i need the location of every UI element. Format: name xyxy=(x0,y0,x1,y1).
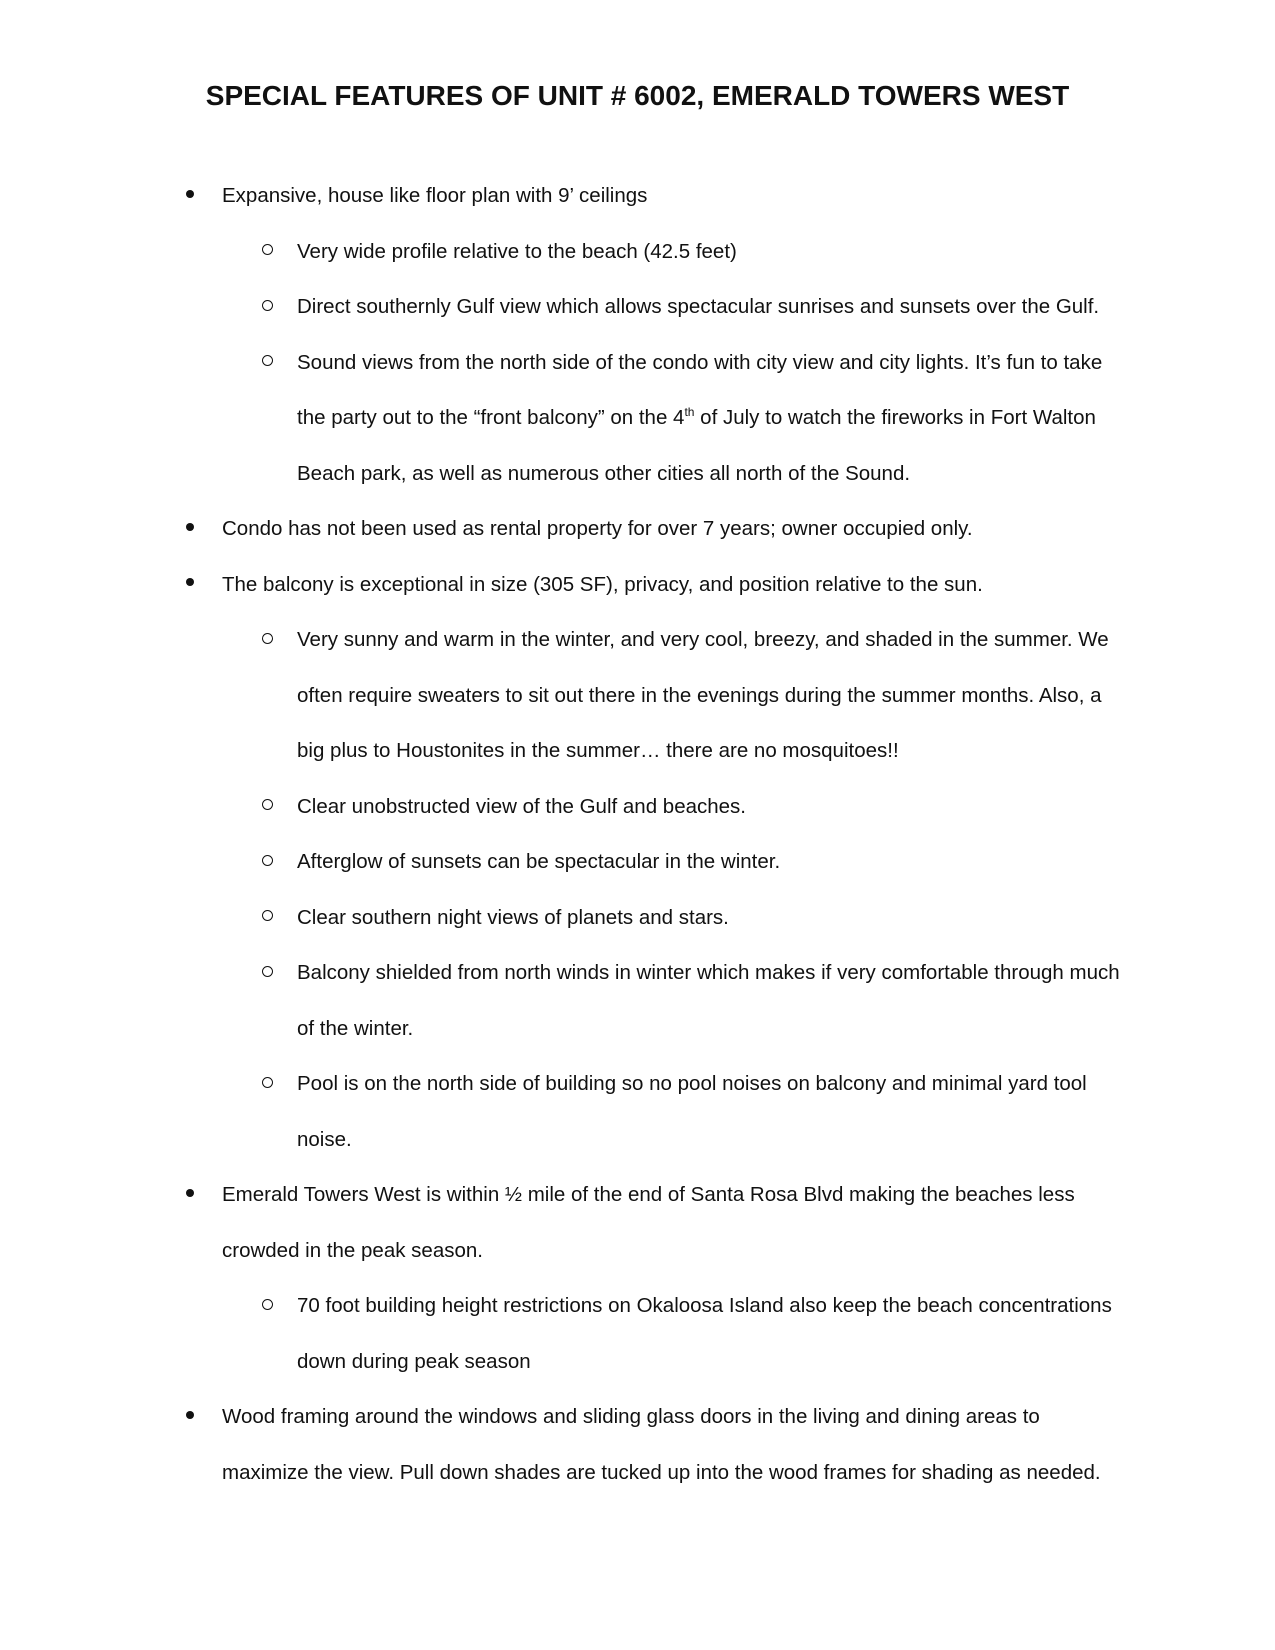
list-item-text: Wood framing around the windows and sliding glass doors in the living and dining areas to maximize the view. Pull down shades are tucked up into the wood frames for shading as needed. xyxy=(222,1405,1101,1484)
sub-list-item-text: Clear unobstructed view of the Gulf and beaches. xyxy=(297,794,746,818)
sub-list-item-text: Clear southern night views of planets and stars. xyxy=(297,905,729,929)
circle-bullet-icon xyxy=(262,779,273,835)
circle-bullet-icon xyxy=(262,612,273,668)
bullet-icon xyxy=(186,501,194,557)
list-item-text: Condo has not been used as rental property for over 7 years; owner occupied only. xyxy=(222,517,973,540)
bullet-icon xyxy=(186,557,194,613)
sub-list-item-text: Pool is on the north side of building so no pool noises on balcony and minimal yard tool noise. xyxy=(297,1072,1087,1151)
sub-list-item xyxy=(186,834,1126,890)
sub-list-item-text: 70 foot building height restrictions on Okaloosa Island also keep the beach concentrations down during peak season xyxy=(297,1294,1112,1373)
circle-bullet-icon xyxy=(262,279,273,335)
sub-list-item xyxy=(186,945,1126,1056)
sub-list-item-text: Very wide profile relative to the beach (42.5 feet) xyxy=(297,239,737,263)
circle-bullet-icon xyxy=(262,945,273,1001)
ordinal-superscript: th xyxy=(684,405,695,420)
bullet-icon xyxy=(186,1389,194,1445)
list-item xyxy=(186,1167,1126,1278)
list-item-text: The balcony is exceptional in size (305 SF), privacy, and position relative to the sun. xyxy=(222,572,983,596)
circle-bullet-icon xyxy=(262,1278,273,1334)
list-item xyxy=(186,168,1126,224)
sub-list-item-text-part1: Sound views from the north side of the condo with city view and city lights. It’s fun to take the party out to the “front balcony” on the 4 xyxy=(297,350,1103,429)
list-item-text: Expansive, house like floor plan with 9’ ceilings xyxy=(222,184,648,207)
circle-bullet-icon xyxy=(262,1056,273,1112)
sub-list-item-text: Afterglow of sunsets can be spectacular in the winter. xyxy=(297,850,781,873)
page-title: SPECIAL FEATURES OF UNIT # 6002, EMERALD TOWERS WEST xyxy=(205,80,1070,111)
bullet-icon xyxy=(186,1167,194,1223)
list-item xyxy=(186,1389,1126,1500)
sub-list-item xyxy=(186,1056,1126,1167)
circle-bullet-icon xyxy=(262,224,273,280)
list-item xyxy=(186,557,1126,613)
circle-bullet-icon xyxy=(262,335,273,391)
sub-list-item xyxy=(186,279,1126,335)
circle-bullet-icon xyxy=(262,890,273,946)
sub-list-item xyxy=(186,1278,1126,1389)
sub-list-item xyxy=(186,224,1126,280)
bullet-icon xyxy=(186,168,194,224)
list-item-text: Emerald Towers West is within ½ mile of the end of Santa Rosa Blvd making the beaches less crowded in the peak season. xyxy=(222,1183,1075,1262)
sub-list-item-text: Balcony shielded from north winds in winter which makes if very comfortable through much of the winter. xyxy=(297,961,1120,1040)
sub-list-item xyxy=(186,779,1126,835)
circle-bullet-icon xyxy=(262,834,273,890)
sub-list-item-text-part2: of July to watch the fireworks in Fort Walton Beach park, as well as numerous other cities all north of the Sound. xyxy=(297,406,1096,485)
sub-list-item-text: Direct southernly Gulf view which allows spectacular sunrises and sunsets over the Gulf. xyxy=(297,295,1100,318)
feature-list xyxy=(186,168,1126,1500)
list-item xyxy=(186,501,1126,557)
sub-list-item-text: Very sunny and warm in the winter, and very cool, breezy, and shaded in the summer. We often require sweaters to sit out there in the evenings during the summer months. Also, a big plus to Houstonites in the summer… there are no mosquitoes!! xyxy=(297,628,1109,762)
sub-list-item xyxy=(186,890,1126,946)
sub-list-item xyxy=(186,612,1126,779)
sub-list-item xyxy=(186,335,1126,502)
